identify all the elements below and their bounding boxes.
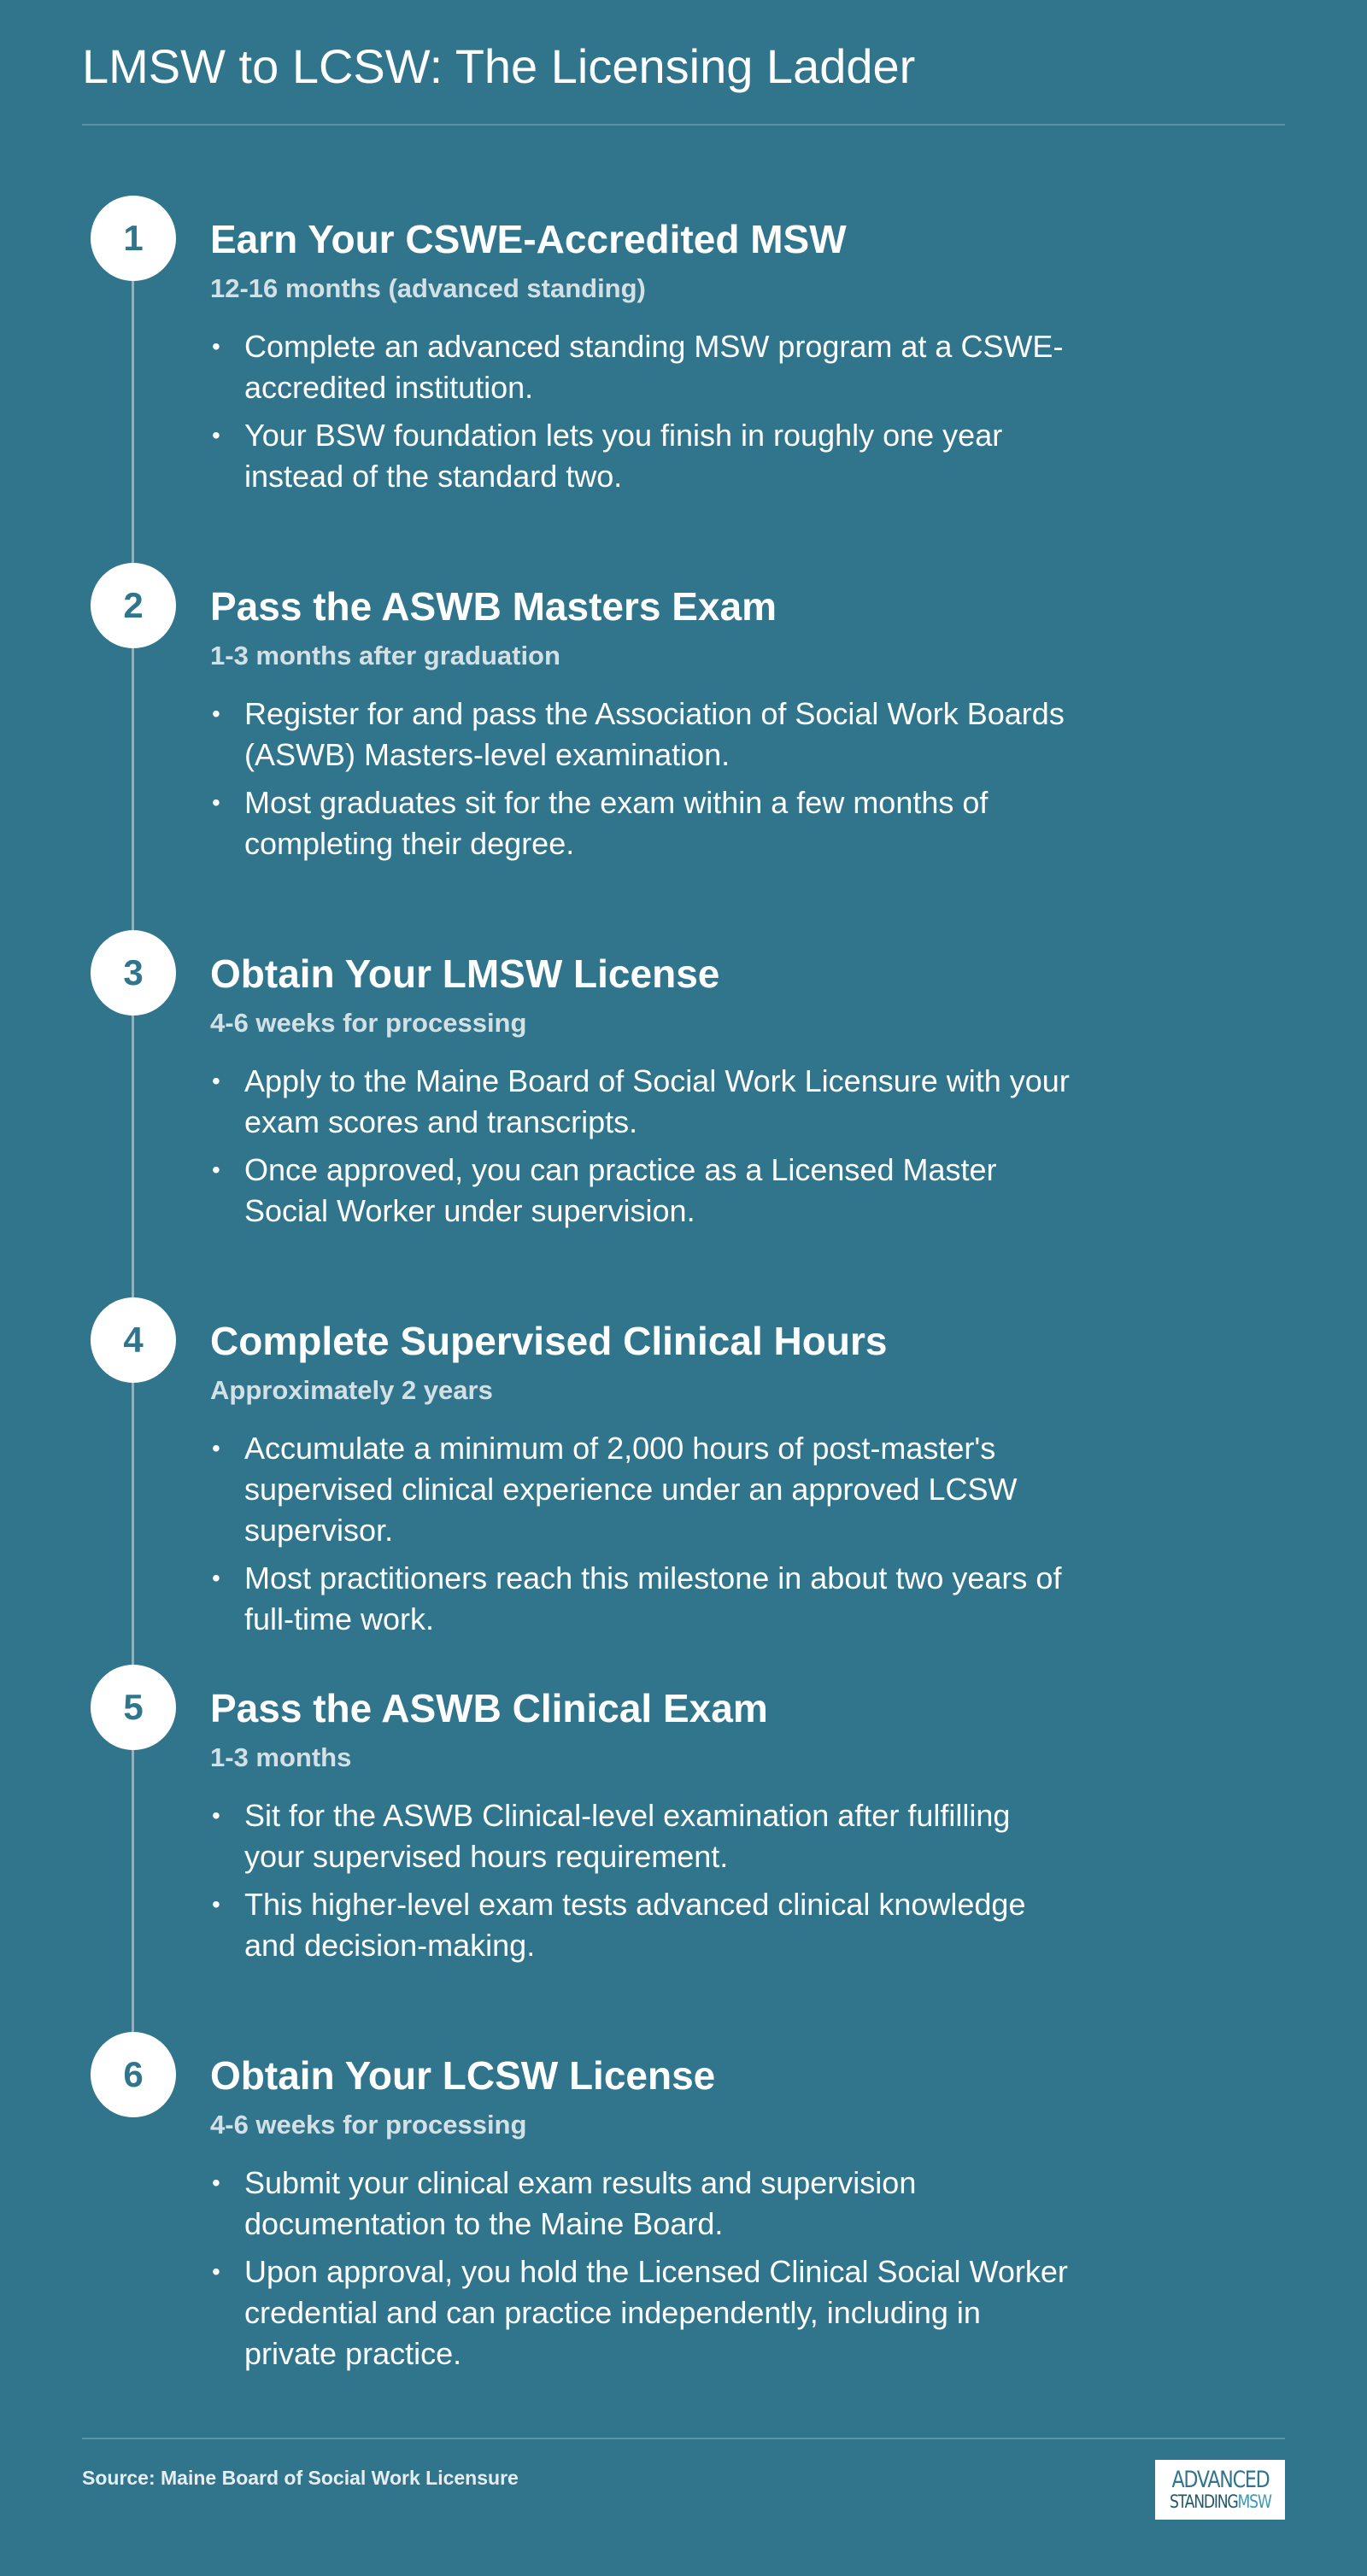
step-content [210,1665,1073,1973]
step-bullet-list [210,326,1073,497]
step-number-badge: 5 [91,1665,176,1750]
step-content [210,1297,1073,1647]
step-bullet: • Once approved, you can practice as a Licensed Master Social Worker under supervision. [210,1150,1073,1232]
step-bullet: • Register for and pass the Association of Social Work Boards (ASWB) Masters-level examination. [210,694,1073,776]
step-bullet: • Upon approval, you hold the Licensed Clinical Social Worker credential and can practice independently, including in private practice. [210,2251,1073,2374]
step-bullet: • Submit your clinical exam results and supervision documentation to the Maine Board. [210,2163,1073,2245]
step-title: Obtain Your LCSW License [210,2053,716,2098]
footer-divider [82,2438,1285,2439]
step-title: Pass the ASWB Clinical Exam [210,1686,768,1730]
step-number-badge: 4 [91,1297,176,1383]
step-bullet: • Most graduates sit for the exam within a few months of completing their degree. [210,782,1073,864]
step-bullet: • Complete an advanced standing MSW program at a CSWE-accredited institution. [210,326,1073,408]
step-bullet: • Most practitioners reach this milestone in about two years of full-time work. [210,1558,1073,1640]
step-number-badge: 6 [91,2032,176,2117]
step-title: Pass the ASWB Masters Exam [210,584,777,629]
page-title: LMSW to LCSW: The Licensing Ladder [82,39,916,93]
step-duration: Approximately 2 years [210,1375,493,1405]
step-bullet: • Your BSW foundation lets you finish in roughly one year instead of the standard two. [210,415,1073,497]
step-title: Earn Your CSWE-Accredited MSW [210,217,847,261]
logo-word-msw: MSW [1237,2491,1271,2512]
step-duration: 4-6 weeks for processing [210,1008,527,1038]
step-bullet-list [210,694,1073,864]
step-content [210,196,1073,504]
advanced-standing-msw-logo [1155,2460,1285,2520]
step-bullet-list [210,2163,1073,2374]
step-duration: 1-3 months after graduation [210,641,560,670]
step-title: Obtain Your LMSW License [210,951,720,996]
step-bullet-list [210,1795,1073,1966]
step-content [210,930,1073,1238]
step-number-badge: 1 [91,196,176,281]
step-bullet: • Sit for the ASWB Clinical-level examination after fulfilling your supervised hours requirement. [210,1795,1073,1877]
step-number-badge: 2 [91,563,176,648]
source-note: Source: Maine Board of Social Work Licensure [82,2467,519,2489]
step-duration: 1-3 months [210,1742,352,1772]
step-bullet: • This higher-level exam tests advanced clinical knowledge and decision-making. [210,1884,1073,1966]
step-duration: 12-16 months (advanced standing) [210,273,646,303]
timeline-connector [132,237,134,2072]
logo-line-2 [1170,2493,1271,2511]
step-content [210,563,1073,871]
step-bullet-list [210,1428,1073,1640]
title-divider [82,124,1285,126]
step-number-badge: 3 [91,930,176,1016]
logo-word-standing: STANDING [1169,2491,1238,2512]
step-content [210,2032,1073,2381]
step-duration: 4-6 weeks for processing [210,2110,527,2140]
step-bullet: • Accumulate a minimum of 2,000 hours of post-master's supervised clinical experience under an approved LCSW supervisor. [210,1428,1073,1551]
step-bullet-list [210,1061,1073,1232]
step-bullet: • Apply to the Maine Board of Social Work Licensure with your exam scores and transcripts. [210,1061,1073,1143]
step-title: Complete Supervised Clinical Hours [210,1319,888,1363]
logo-line-1: ADVANCED [1171,2467,1269,2493]
